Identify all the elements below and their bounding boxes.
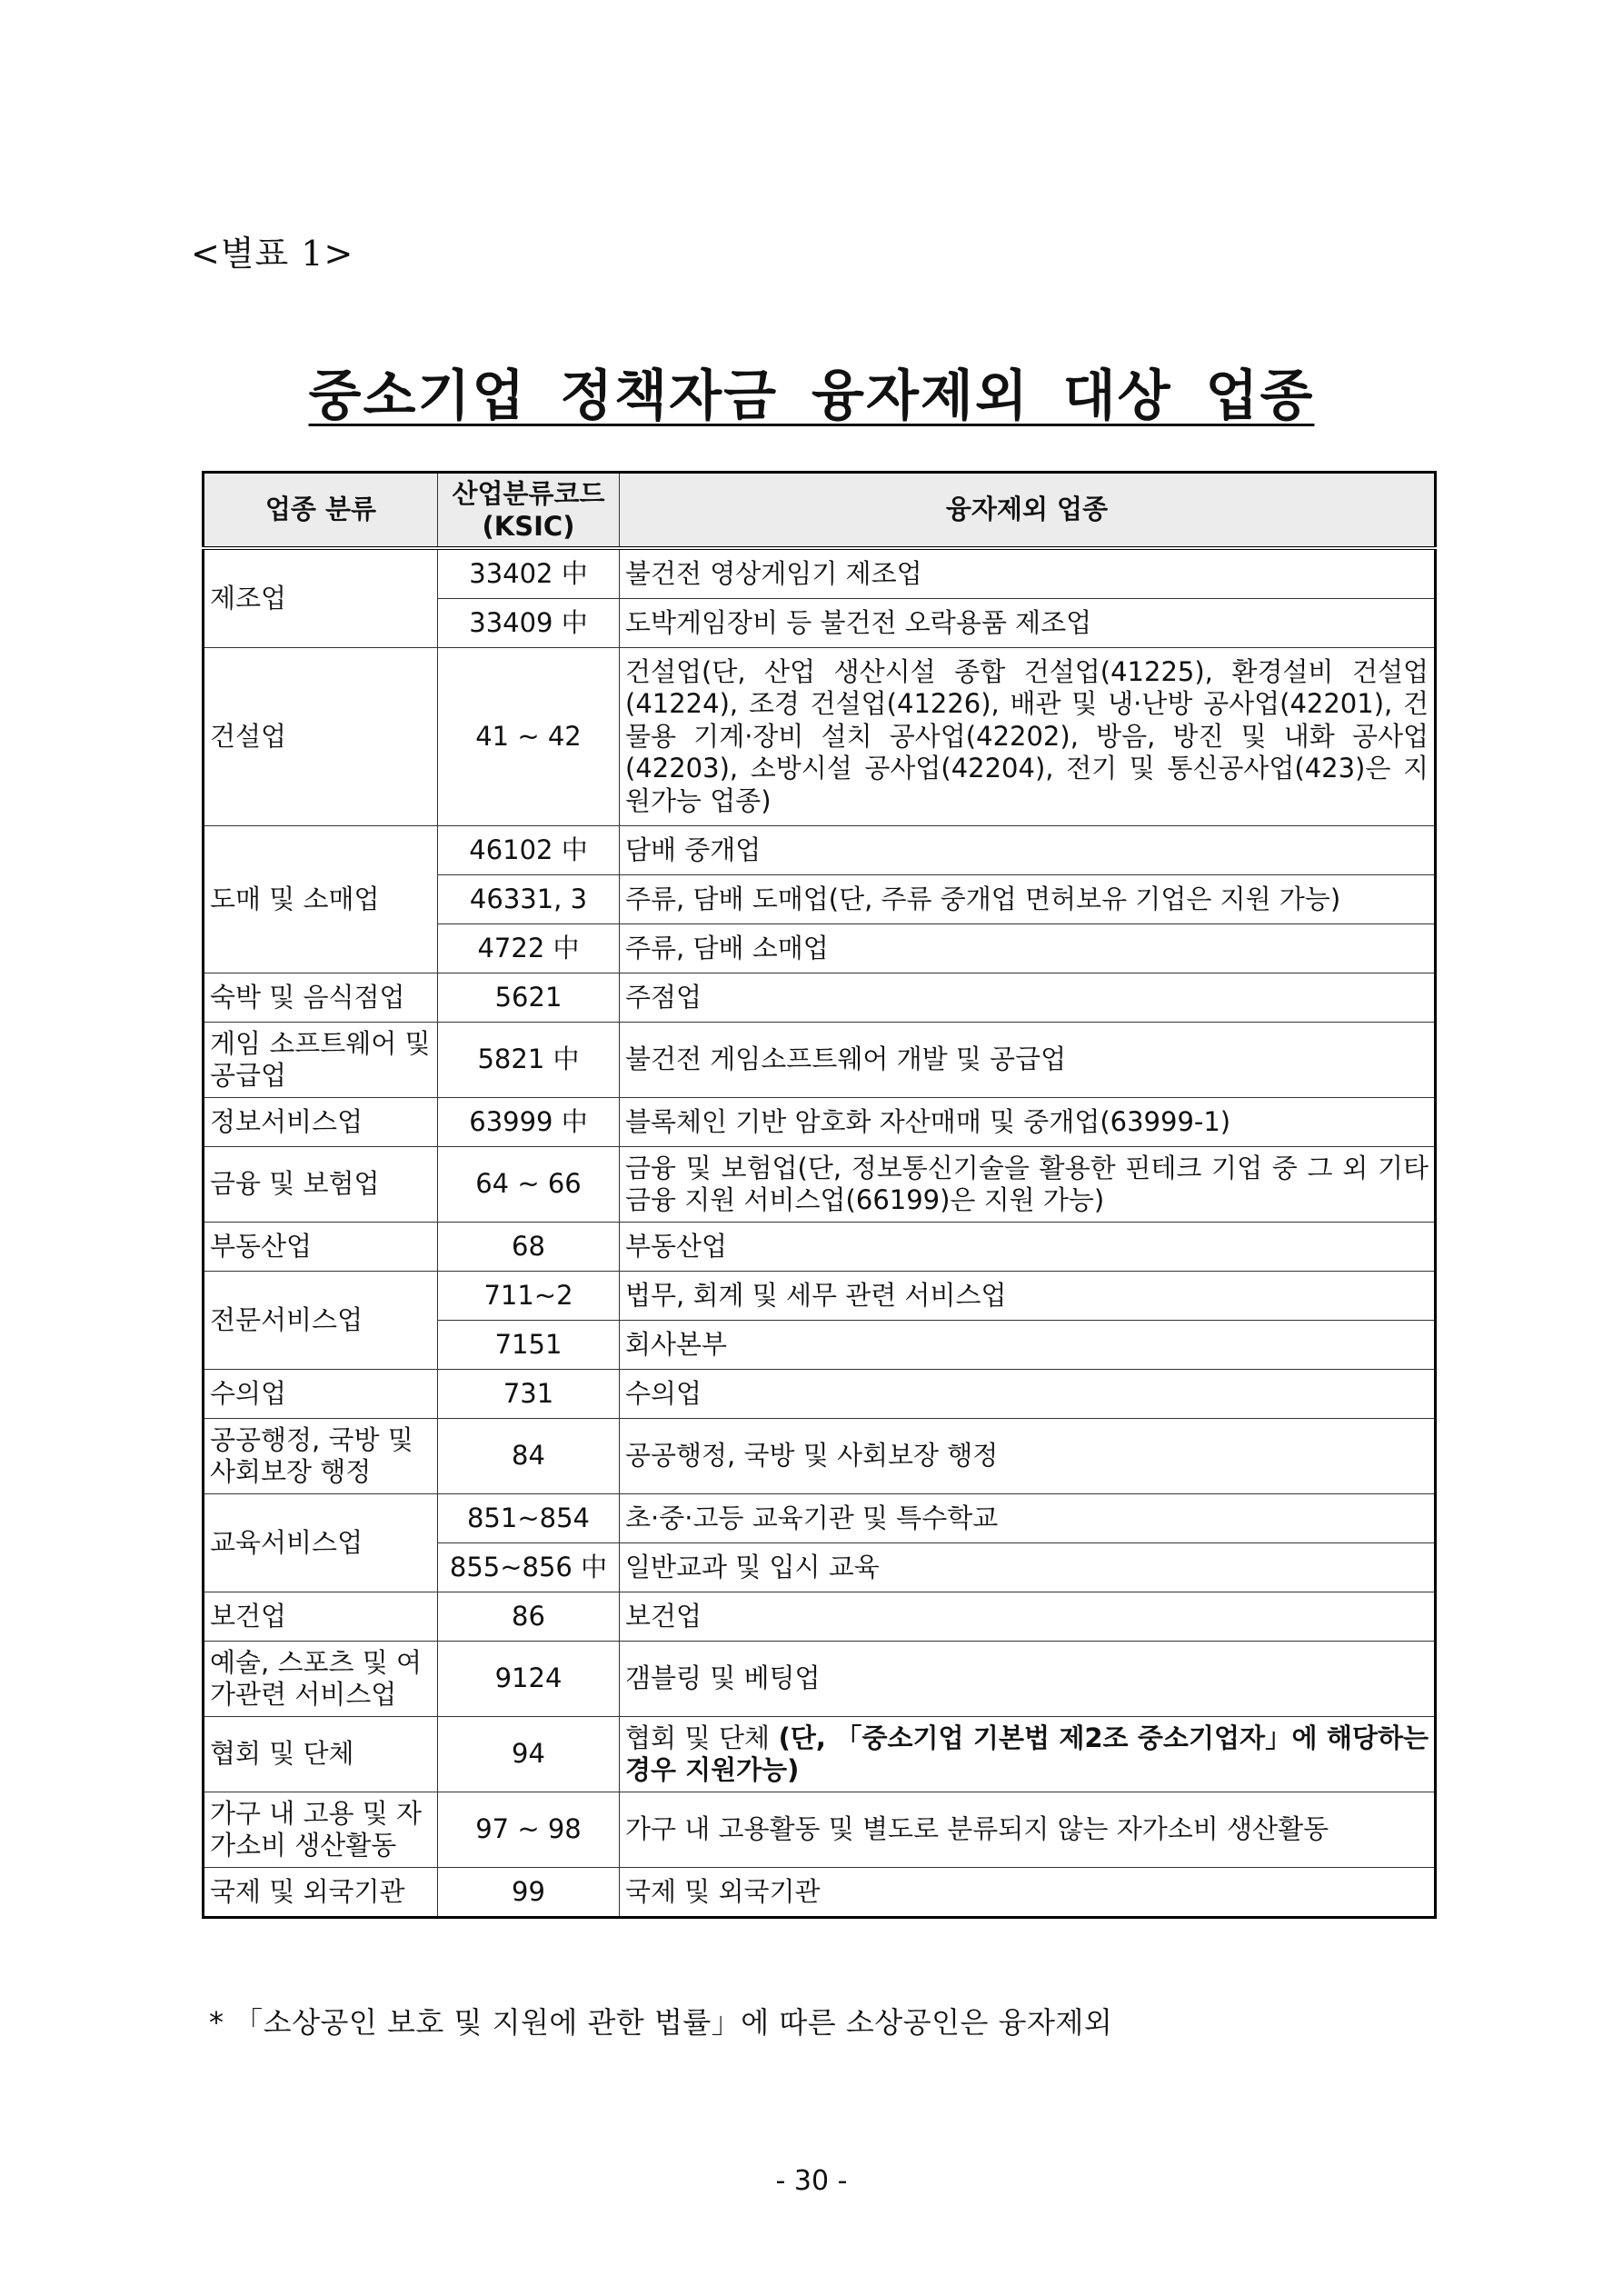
category-cell: 가구 내 고용 및 자가소비 생산활동	[204, 1792, 438, 1868]
code-cell: 97 ~ 98	[438, 1792, 620, 1868]
category-cell: 도매 및 소매업	[204, 826, 438, 973]
desc-cell: 담배 중개업	[620, 826, 1436, 875]
table-row	[204, 1147, 1436, 1223]
desc-cell: 건설업(단, 산업 생산시설 종합 건설업(41225), 환경설비 건설업(41224), 조경 건설업(41226), 배관 및 냉·난방 공사업(42201), 건물용 기계·장비 설치 공사업(42202), 방음, 방진 및 내화 공사업(42203), 소방시설 공사업(42204), 전기 및 통신공사업(423)은 지원가능 업종)	[620, 648, 1436, 826]
header-code-text: 산업분류코드 (KSIC)	[452, 477, 605, 542]
code-cell: 63999 中	[438, 1098, 620, 1147]
table-row	[204, 1272, 1436, 1321]
page-number: - 30 -	[775, 2165, 848, 2197]
desc-cell	[620, 1717, 1436, 1792]
document-title	[0, 353, 1623, 431]
code-cell: 33402 中	[438, 548, 620, 599]
desc-cell: 공공행정, 국방 및 사회보장 행정	[620, 1419, 1436, 1494]
desc-cell: 주류, 담배 소매업	[620, 924, 1436, 973]
desc-cell: 수의업	[620, 1370, 1436, 1419]
header-code	[438, 473, 620, 549]
code-cell: 41 ~ 42	[438, 648, 620, 826]
category-cell: 금융 및 보험업	[204, 1147, 438, 1223]
table-row	[204, 826, 1436, 875]
code-cell: 68	[438, 1223, 620, 1272]
desc-cell: 부동산업	[620, 1223, 1436, 1272]
desc-text: 협회 및 단체	[625, 1722, 779, 1753]
desc-cell: 주류, 담배 도매업(단, 주류 중개업 면허보유 기업은 지원 가능)	[620, 875, 1436, 924]
code-cell: 46102 中	[438, 826, 620, 875]
category-cell: 건설업	[204, 648, 438, 826]
code-cell: 5821 中	[438, 1023, 620, 1098]
desc-cell: 가구 내 고용활동 및 별도로 분류되지 않는 자가소비 생산활동	[620, 1792, 1436, 1868]
exclusion-table	[202, 471, 1437, 1919]
code-cell: 4722 中	[438, 924, 620, 973]
category-cell: 게임 소프트웨어 및 공급업	[204, 1023, 438, 1098]
desc-cell: 불건전 게임소프트웨어 개발 및 공급업	[620, 1023, 1436, 1098]
category-cell: 보건업	[204, 1592, 438, 1642]
table-row	[204, 1023, 1436, 1098]
desc-bold-note: (단, 「중소기업 기본법 제2조 중소기업자」에 해당하는 경우 지원가능)	[625, 1722, 1429, 1785]
desc-cell: 불건전 영상게임기 제조업	[620, 548, 1436, 599]
table-row	[204, 1592, 1436, 1642]
category-cell: 국제 및 외국기관	[204, 1868, 438, 1918]
code-cell: 84	[438, 1419, 620, 1494]
table-row	[204, 1370, 1436, 1419]
desc-cell: 국제 및 외국기관	[620, 1868, 1436, 1918]
desc-cell: 금융 및 보험업(단, 정보통신기술을 활용한 핀테크 기업 중 그 외 기타 금융 지원 서비스업(66199)은 지원 가능)	[620, 1147, 1436, 1223]
code-cell: 851~854	[438, 1494, 620, 1543]
category-cell: 교육서비스업	[204, 1494, 438, 1592]
table-row	[204, 548, 1436, 599]
table-row	[204, 1098, 1436, 1147]
table-row	[204, 1642, 1436, 1717]
code-cell: 7151	[438, 1321, 620, 1370]
category-cell: 예술, 스포츠 및 여가관련 서비스업	[204, 1642, 438, 1717]
desc-cell: 법무, 회계 및 세무 관련 서비스업	[620, 1272, 1436, 1321]
header-category: 업종 분류	[204, 473, 438, 549]
footnote: * 「소상공인 보호 및 지원에 관한 법률」에 따른 소상공인은 융자제외	[209, 2005, 1113, 2040]
code-cell: 99	[438, 1868, 620, 1918]
table-row	[204, 1868, 1436, 1918]
category-cell: 협회 및 단체	[204, 1717, 438, 1792]
table-row	[204, 973, 1436, 1023]
header-excluded: 융자제외 업종	[620, 473, 1436, 549]
annex-label: <별표 1>	[191, 234, 354, 274]
category-cell: 수의업	[204, 1370, 438, 1419]
table-row	[204, 1419, 1436, 1494]
code-cell: 86	[438, 1592, 620, 1642]
code-cell: 94	[438, 1717, 620, 1792]
code-cell: 731	[438, 1370, 620, 1419]
code-cell: 5621	[438, 973, 620, 1023]
table-row	[204, 1494, 1436, 1543]
category-cell: 공공행정, 국방 및 사회보장 행정	[204, 1419, 438, 1494]
code-cell: 64 ~ 66	[438, 1147, 620, 1223]
table-row	[204, 1717, 1436, 1792]
table-row	[204, 1223, 1436, 1272]
category-cell: 정보서비스업	[204, 1098, 438, 1147]
category-cell: 숙박 및 음식점업	[204, 973, 438, 1023]
desc-cell: 초·중·고등 교육기관 및 특수학교	[620, 1494, 1436, 1543]
category-cell: 전문서비스업	[204, 1272, 438, 1370]
table-header-row	[204, 473, 1436, 549]
table-row	[204, 648, 1436, 826]
document-title-text: 중소기업 정책자금 융자제외 대상 업종	[308, 364, 1315, 428]
desc-cell: 회사본부	[620, 1321, 1436, 1370]
table-row	[204, 1792, 1436, 1868]
desc-cell: 보건업	[620, 1592, 1436, 1642]
code-cell: 855~856 中	[438, 1543, 620, 1592]
desc-cell: 주점업	[620, 973, 1436, 1023]
code-cell: 9124	[438, 1642, 620, 1717]
code-cell: 711~2	[438, 1272, 620, 1321]
desc-cell: 갬블링 및 베팅업	[620, 1642, 1436, 1717]
code-cell: 46331, 3	[438, 875, 620, 924]
category-cell: 제조업	[204, 548, 438, 648]
desc-cell: 도박게임장비 등 불건전 오락용품 제조업	[620, 599, 1436, 648]
code-cell: 33409 中	[438, 599, 620, 648]
desc-cell: 일반교과 및 입시 교육	[620, 1543, 1436, 1592]
desc-cell: 블록체인 기반 암호화 자산매매 및 중개업(63999-1)	[620, 1098, 1436, 1147]
category-cell: 부동산업	[204, 1223, 438, 1272]
